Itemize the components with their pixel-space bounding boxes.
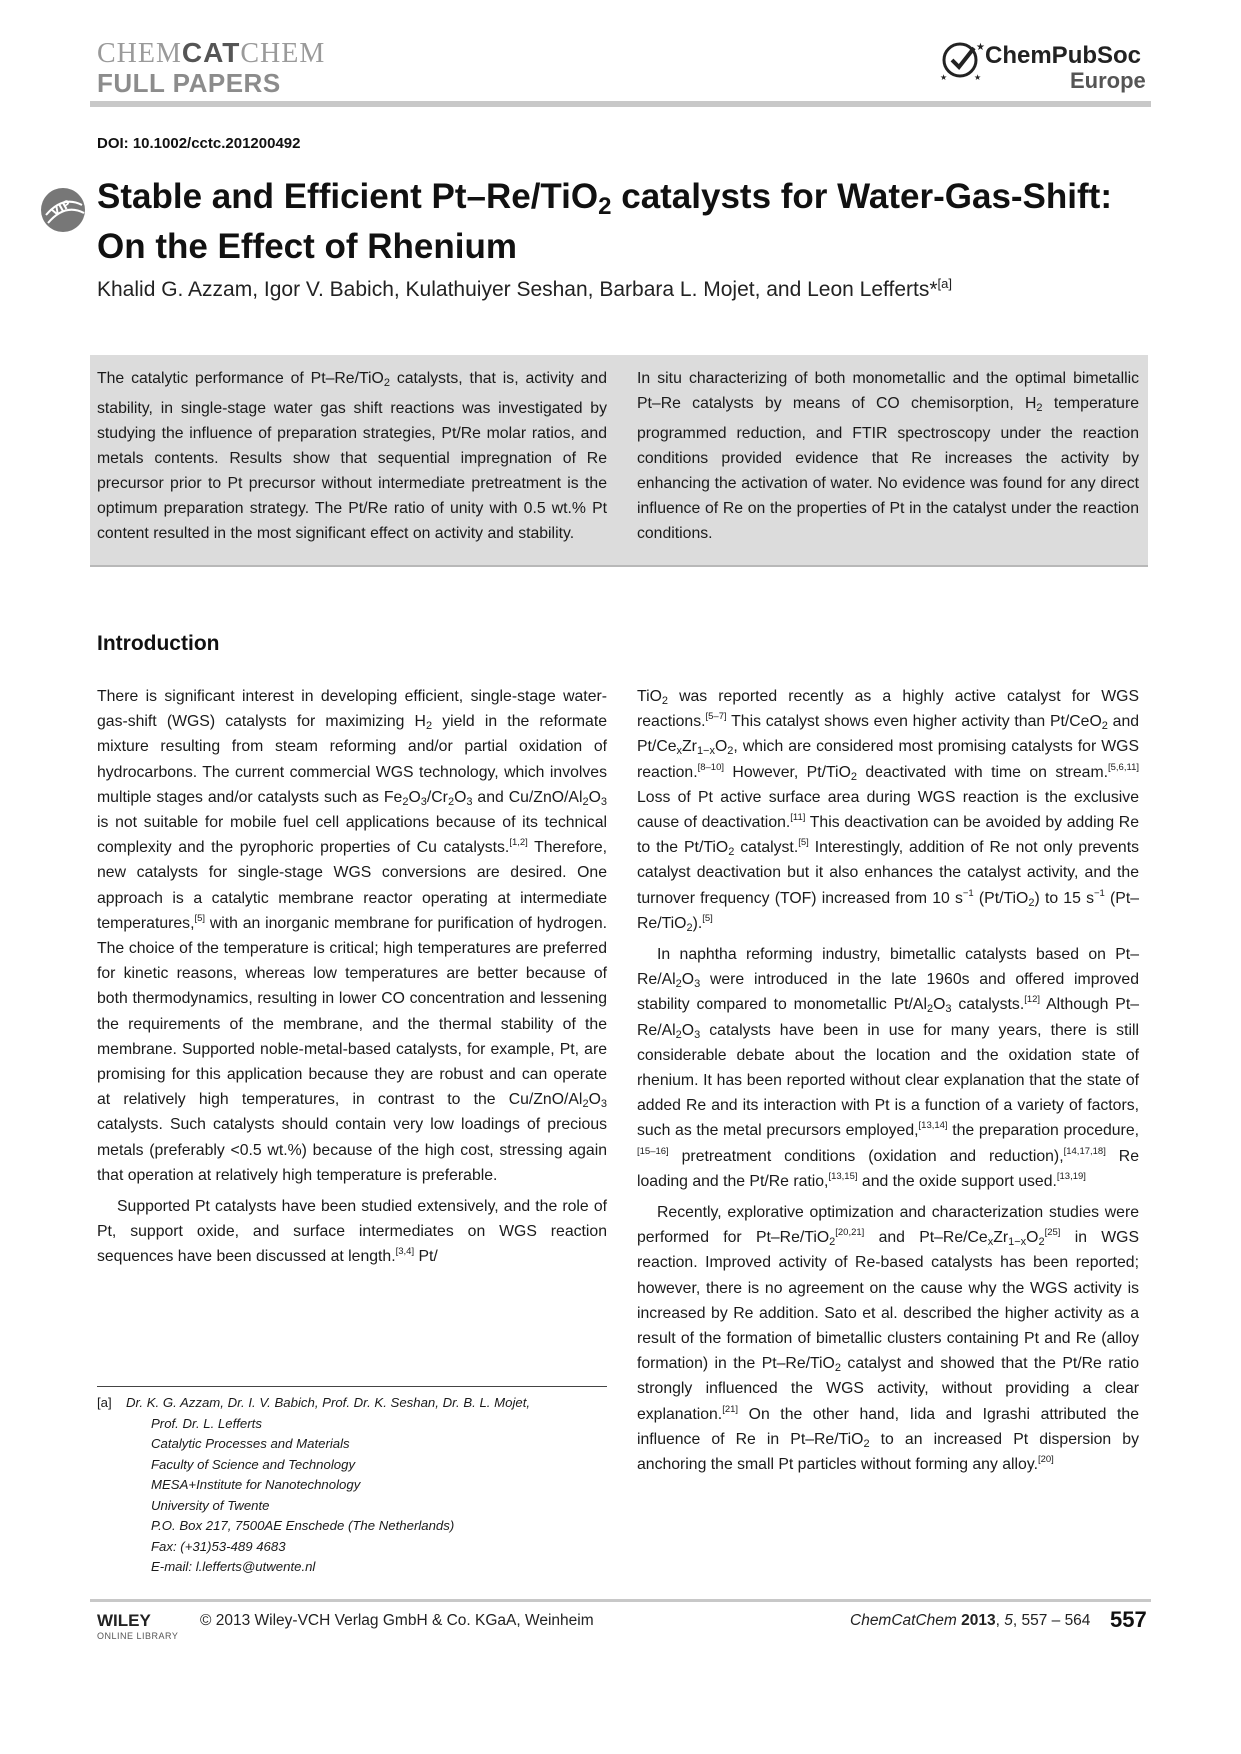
citation-ref: [15–16] (637, 1145, 669, 1157)
citation-ref: [5] (798, 837, 809, 849)
citation-ref: [5] (702, 912, 713, 924)
section-heading-introduction: Introduction (97, 632, 220, 655)
abstract-left-column: The catalytic performance of Pt–Re/TiO$_2$ catalysts, that is, activity and stability, in single-stage water gas shift reactions was investigated by studying the influence of preparation strategies, Pt/Re molar ratios, and metals contents. Results show that sequential impregnation of Re precursor prior to Pt precursor without intermediate pretreatment is the optimum preparation strategy. The Pt/Re ratio of unity with 0.5 wt.% Pt content resulted in the most significant effect on activity and stability. (97, 370, 607, 542)
paragraph: There is significant interest in developing efficient, single-stage water-gas-shift (WGS) catalysts for maximizing $H_2$ yield in the reformate mixture resulting from steam reforming and/or partial oxidation of hydrocarbons. The current commercial WGS technology, which involves multiple stages and/or catalysts such as $Fe_2O_3/Cr_2O_3$ and $Cu/ZnO/Al_2O_3$ is not suitable for mobile fuel cell applications because of its technical complexity and the pyrophoric properties of Cu catalysts.[1,2] Therefore, new catalysts for single-stage WGS conversions are desired. One approach is a catalytic membrane reactor operating at intermediate temperatures,[5] with an inorganic membrane for purification of hydrogen. The choice of the temperature is critical; high temperatures are preferred for kinetic reasons, whereas low temperatures are better because of both thermodynamics, resulting in lower CO concentration and lessening the requirements of the membrane, and the thermal stability of the membrane. Supported noble-metal-based catalysts, for example, Pt, are promising for this application because they are robust and can operate at relatively high temperatures, in contrast to the $Cu/ZnO/Al_2O_3$ catalysts. Such catalysts should contain very low loadings of precious metals (preferably <0.5 wt.%) because of the high cost, stressing again that operation at relatively high temperature is preferable. (97, 688, 607, 1184)
paragraph: TiO$_2$ was reported recently as a highly active catalyst for WGS reactions.[5–7] This catalyst shows even higher activity than Pt/CeO$_2$ and $Pt/Ce_xZr_{1-x}O_2$, which are considered most promising catalysts for WGS reaction.[8–10] However, Pt/TiO$_2$ deactivated with time on stream.[5,6,11] Loss of Pt active surface area during WGS reaction is the exclusive cause of deactivation.[11] This deactivation can be avoided by adding Re to the Pt/TiO$_2$ catalyst.[5] Interestingly, addition of Re not only prevents catalyst deactivation but it also enhances the catalyst activity, and the turnover frequency (TOF) increased from 10 $s^{-1}$ (Pt/TiO$_2$) to 15 $s^{-1}$ (Pt–Re/TiO$_2$).[5] (637, 688, 1140, 934)
paragraph: Supported Pt catalysts have been studied extensively, and the role of Pt, support oxide, and surface intermediates on WGS reaction sequences have been discussed at length.[3,4] Pt/ (97, 1198, 607, 1266)
citation-ref: [5,6,11] (1108, 761, 1139, 773)
affiliation-footnote (97, 1393, 617, 1578)
email-link[interactable]: E-mail: l.lefferts@utwente.nl (151, 1559, 316, 1574)
paragraph: Recently, explorative optimization and characterization studies were performed for Pt–Re/TiO$_2$[20,21] and $Pt-Re/Ce_xZr_{1-x}O_2[25]$ in WGS reaction. Improved activity of Re-based catalysts has been reported; however, there is no agreement on the cause why the WGS activity is increased by Re addition. Sato et al. described the higher activity as a result of the formation of bimetallic clusters containing Pt and Re (alloy formation) in the Pt–Re/TiO$_2$ catalyst and showed that the Pt/Re ratio strongly influenced the WGS activity, without providing a clear explanation.[21] On the other hand, Iida and Igrashi attributed the influence of Re in Pt–Re/TiO$_2$ to an increased Pt dispersion by anchoring the small Pt particles without forming any alloy.[20] (637, 1204, 1139, 1474)
body-right-column (637, 684, 1139, 1477)
citation-ref: [3,4] (395, 1246, 415, 1258)
page-number: 557 (1110, 1607, 1147, 1632)
article-title: Stable and Efficient Pt–Re/TiO$_2$ catalysts for Water-Gas-Shift: On the Effect of Rhenium (97, 177, 1112, 266)
citation-ref: [14,17,18] (1063, 1145, 1106, 1157)
citation-ref: [12] (1024, 994, 1041, 1006)
citation-ref: [13,15] (828, 1170, 858, 1182)
body-left-column (97, 684, 607, 1270)
publisher-name: ChemPubSoc (985, 42, 1142, 69)
citation-ref: [20,21] (835, 1227, 865, 1239)
wiley-logo: WILEY (97, 1611, 151, 1630)
chempubsoc-logo-icon (938, 36, 986, 84)
very-important-paper-icon (38, 185, 88, 235)
citation-ref: [5–7] (705, 711, 727, 723)
citation-ref: [11] (790, 812, 806, 824)
copyright-notice: © 2013 Wiley-VCH Verlag GmbH & Co. KGaA, Weinheim (200, 1612, 594, 1629)
journal-name: CHEMCATCHEM (97, 37, 326, 69)
citation-ref: [5] (194, 912, 206, 924)
footnote-line: Faculty of Science and Technology (151, 1456, 356, 1472)
wiley-logo-subtitle: ONLINE LIBRARY (97, 1631, 179, 1641)
footnote-line: Catalytic Processes and Materials (151, 1436, 350, 1451)
footnote-line: Dr. K. G. Azzam, Dr. I. V. Babich, Prof. Dr. K. Seshan, Dr. B. L. Mojet, (126, 1395, 531, 1410)
footnote-line: Fax: (+31)53-489 4683 (151, 1538, 286, 1554)
citation-ref: [20] (1037, 1454, 1054, 1466)
footnote-line: Prof. Dr. L. Lefferts (151, 1415, 262, 1431)
footer-rule (90, 1599, 1151, 1602)
svg-text:★: ★ (940, 73, 948, 82)
citation-ref: [13,19] (1056, 1170, 1086, 1182)
footnote-line: MESA+Institute for Nanotechnology (151, 1477, 361, 1492)
citation-ref: [1,2] (509, 837, 528, 849)
publisher-region: Europe (1070, 68, 1146, 93)
footnote-line: P.O. Box 217, 7500AE Enschede (The Netherlands) (151, 1518, 455, 1533)
header-rule (90, 101, 1151, 107)
citation-ref: [21] (722, 1403, 739, 1415)
footnote-line: University of Twente (151, 1497, 270, 1513)
author-list: Khalid G. Azzam, Igor V. Babich, Kulathuiyer Seshan, Barbara L. Mojet, and Leon Lefferts*[a] (97, 276, 952, 301)
citation-ref: [13,14] (918, 1120, 948, 1132)
svg-text:VIP: VIP (48, 197, 74, 219)
doi: DOI: 10.1002/cctc.201200492 (97, 135, 301, 152)
section-type: FULL PAPERS (97, 68, 281, 98)
paragraph: In naphtha reforming industry, bimetallic catalysts based on $Pt-Re/Al_2O_3$ were introduced in the late 1960s and offered improved stability compared to monometallic $Pt/Al_2O_3$ catalysts.[12] Although $Pt-Re/Al_2O_3$ catalysts have been in use for many years, there is still considerable debate about the location and the oxidation state of rhenium. It has been reported without clear explanation that the state of added Re and its interaction with Pt is a function of a variety of factors, such as the metal precursors employed,[13,14] the preparation procedure,[15–16] pretreatment conditions (oxidation and reduction),[14,17,18] Re loading and the Pt/Re ratio,[13,15] and the oxide support used.[13,19] (637, 946, 1139, 1190)
citation-ref: [25] (1044, 1227, 1061, 1239)
footnote-rule (97, 1386, 607, 1387)
journal-citation: ChemCatChem 2013, 5, 557 – 564 (850, 1612, 1091, 1629)
footnote-mark: [a] (97, 1395, 112, 1410)
abstract-right-column: In situ characterizing of both monometallic and the optimal bimetallic Pt–Re catalysts by means of CO chemisorption, $H_2$ temperature programmed reduction, and FTIR spectroscopy under the reaction conditions provided evidence that Re increases the activity by enhancing the activation of water. No evidence was found for any direct influence of Re on the properties of Pt in the catalyst under the reaction conditions. (637, 370, 1139, 542)
citation-ref: [8–10] (697, 761, 725, 773)
svg-text:★: ★ (974, 73, 982, 82)
svg-text:★: ★ (976, 42, 985, 53)
